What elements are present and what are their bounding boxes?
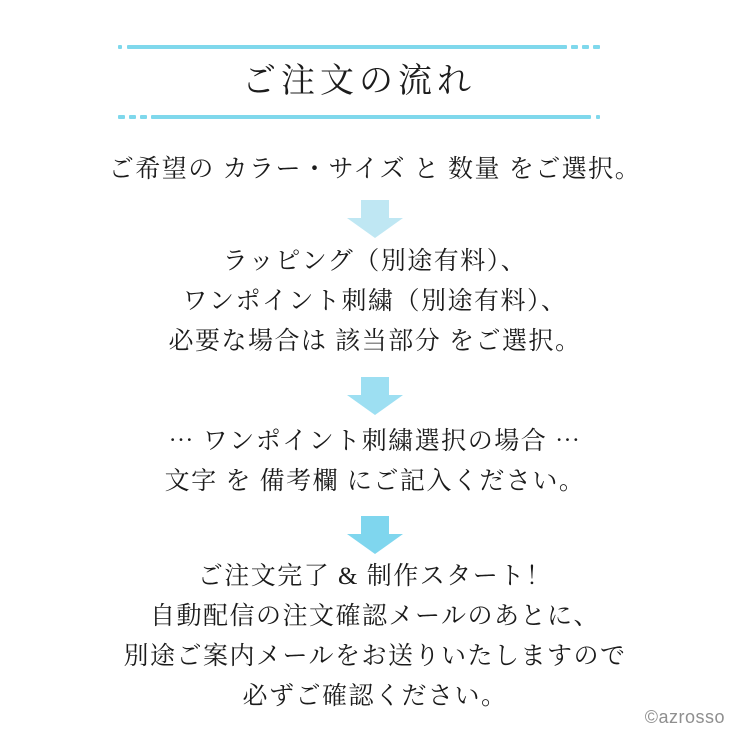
line-dash bbox=[129, 115, 136, 119]
step-1-select-color-size bbox=[0, 150, 750, 190]
line-dash bbox=[140, 115, 147, 119]
step-text-line: 必要な場合は 該当部分 をご選択。 bbox=[168, 328, 582, 355]
step-text-line: ご注文完了 & 制作スタート！ bbox=[197, 563, 553, 590]
line-dash bbox=[582, 45, 589, 49]
step-text-line: 自動配信の注文確認メールのあとに、 bbox=[149, 603, 600, 630]
copyright-watermark: ©azrosso bbox=[644, 707, 725, 727]
line-dot bbox=[118, 45, 122, 49]
divider-top bbox=[118, 45, 600, 49]
step-text-line: ご希望の カラー・サイズ と 数量 をご選択。 bbox=[108, 156, 642, 183]
step-4-order-complete bbox=[0, 557, 750, 717]
down-arrow-icon bbox=[347, 200, 403, 238]
step-text-line: 必ずご確認ください。 bbox=[242, 683, 508, 710]
page-title: ご注文の流れ bbox=[242, 63, 476, 100]
line-dash bbox=[118, 115, 125, 119]
step-text-line: 別途ご案内メールをお送りいたしますので bbox=[123, 643, 627, 670]
line-dash bbox=[593, 45, 600, 49]
line-segment bbox=[127, 45, 567, 49]
divider-bottom bbox=[118, 115, 600, 119]
step-3-embroidery-note bbox=[0, 422, 750, 502]
line-dot bbox=[596, 115, 600, 119]
down-arrow-icon bbox=[347, 516, 403, 554]
down-arrow-shape bbox=[347, 377, 403, 415]
down-arrow-shape bbox=[347, 516, 403, 554]
down-arrow-icon bbox=[347, 377, 403, 415]
step-text-line: 文字 を 備考欄 にご記入ください。 bbox=[164, 468, 586, 495]
step-text-line: ワンポイント刺繍（別途有料）、 bbox=[182, 288, 568, 315]
step-text-line: ラッピング（別途有料）、 bbox=[222, 248, 528, 275]
step-text-line: ⋯ ワンポイント刺繍選択の場合 ⋯ bbox=[168, 428, 582, 455]
down-arrow-shape bbox=[347, 200, 403, 238]
step-2-select-options bbox=[0, 242, 750, 362]
line-segment bbox=[151, 115, 591, 119]
line-dash bbox=[571, 45, 578, 49]
